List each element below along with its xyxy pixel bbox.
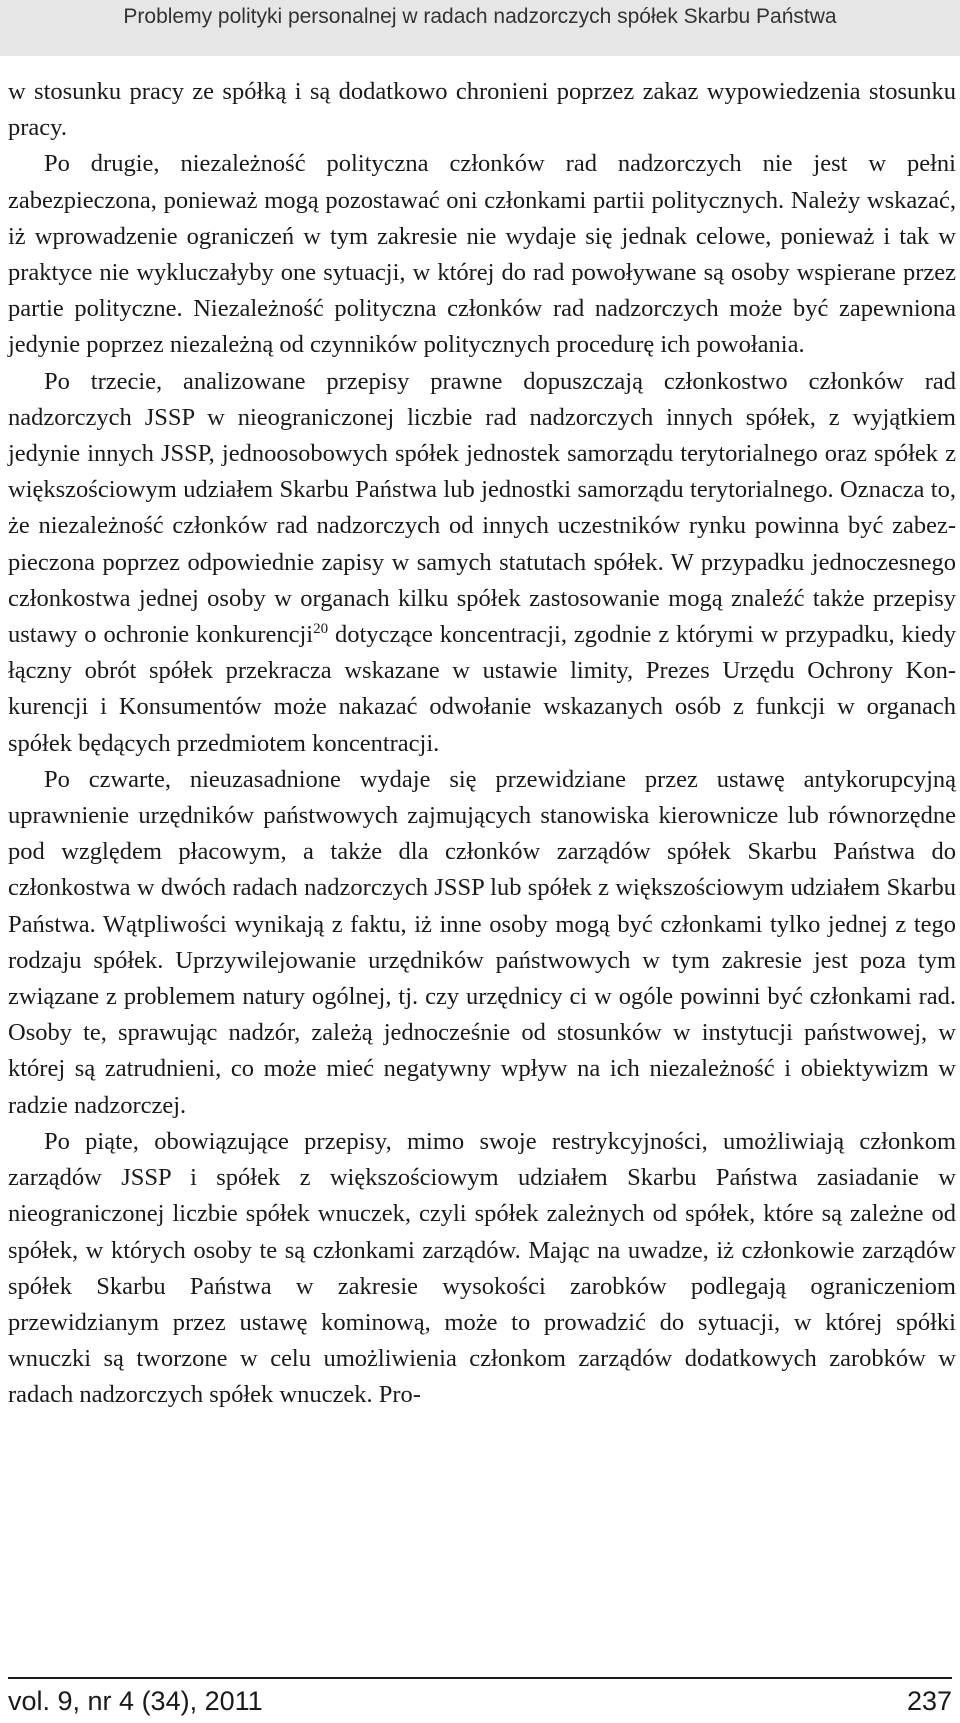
running-footer: [8, 1677, 952, 1723]
article-body: [8, 74, 956, 1414]
paragraph-continuation: w stosunku pracy ze spółką i są dodatkowo chronieni poprzez zakaz wypowiedzenia stosunku pracy.: [8, 78, 956, 142]
paragraph-fourth-point: Po czwarte, nieuzasadnione wydaje się przewidziane przez ustawę antykorupcyjną uprawnienie urzędników państwowych zajmujących stanowiska kierownicze lub równorzędne pod względem płacowym, a także dla członków zarządów spółek Skarbu Państwa do członkostwa w dwóch radach nadzorczych JSSP lub spółek z większościowym udziałem Skarbu Państwa. Wątpliwości wynikają z faktu, iż inne osoby mogą być członkami tylko jednej z tego rodzaju spółek. Uprzywilejowanie urzędników państwowych w tym zakresie jest poza tym związane z problemem natury ogólnej, tj. czy urzędnicy ci w ogóle powinni być członkami rad. Osoby te, sprawując nadzór, zależą jednocześnie od stosunków w instytucji państwowej, w której są zatrudnieni, co może mieć negatywny wpływ na ich niezależność i obiektywizm w radzie nadzorczej.: [8, 765, 956, 1119]
running-header: [0, 0, 960, 56]
page-number: 237: [906, 1685, 952, 1716]
journal-issue: vol. 9, nr 4 (34), 2011: [8, 1685, 263, 1716]
paragraph-third-point-text: Po trzecie, analizowane przepisy prawne dopuszczają członkostwo członków rad nadzorczych JSSP w nieograniczonej liczbie rad nadzorczych innych spółek, z wyjątkiem jedynie innych JSSP, jednoosobowych spółek jednostek samorządu terytorialnego oraz spółek z większościowym udziałem Skarbu Państwa lub jednostki samorządu terytorialnego. Oznacza to, że niezależność członków rad nadzorczych od innych uczestników rynku powinna być zabezpieczona poprzez odpowiednie zapisy w samych statutach spółek. W przypadku jednoczesnego członkostwa jednej osoby w organach kilku spółek zastosowanie mogą znaleźć także przepisy ustawy o ochronie konkurencji: [8, 367, 956, 649]
paragraph-third-point: [8, 364, 956, 762]
paragraph-third-point-text-end: dotyczące koncentracji, zgodnie z którymi w przypadku, kiedy łączny obrót spółek przekracza wskazane w ustawie limity, Prezes Urzędu Ochrony Konkurencji i Konsumentów może nakazać odwołanie wskazanych osób z funkcji w organach spółek będących przedmiotem koncentracji.: [8, 621, 956, 757]
paragraph-second-point: Po drugie, niezależność polityczna członków rad nadzorczych nie jest w pełni zabezpieczona, ponieważ mogą pozostawać oni członkami partii politycznych. Należy wskazać, iż wprowadzenie ograniczeń w tym zakresie nie wydaje się jednak celowe, ponieważ i tak w praktyce nie wykluczałyby one sytuacji, w której do rad powoływane są osoby wspierane przez partie polityczne. Niezależność polityczna członków rad nadzorczych może być zapewniona jedynie poprzez niezależną od czynników politycznych procedurę ich powołania.: [8, 150, 956, 359]
paragraph-fifth-point: Po piąte, obowiązujące przepisy, mimo swoje restrykcyjności, umożliwiają członkom zarządów JSSP i spółek z większościowym udziałem Skarbu Państwa zasiadanie w nieograniczonej liczbie spółek wnuczek, czyli spółek zależnych od spółek, które są zależne od spółek, w których osoby te są członkami zarządów. Mając na uwadze, iż członkowie zarządów spółek Skarbu Państwa w zakresie wysokości zarobków podlegają ograniczeniom przewidzianym przez ustawę kominową, może to prowadzić do sytuacji, w której spółki wnuczki są tworzone w celu umożliwienia członkom zarządów dodatkowych zarobków w radach nadzorczych spółek wnuczek. Pro-: [8, 1127, 956, 1409]
footnote-reference[interactable]: 20: [313, 620, 329, 637]
running-header-title: Problemy polityki personalnej w radach nadzorczych spółek Skarbu Państwa: [123, 5, 837, 28]
